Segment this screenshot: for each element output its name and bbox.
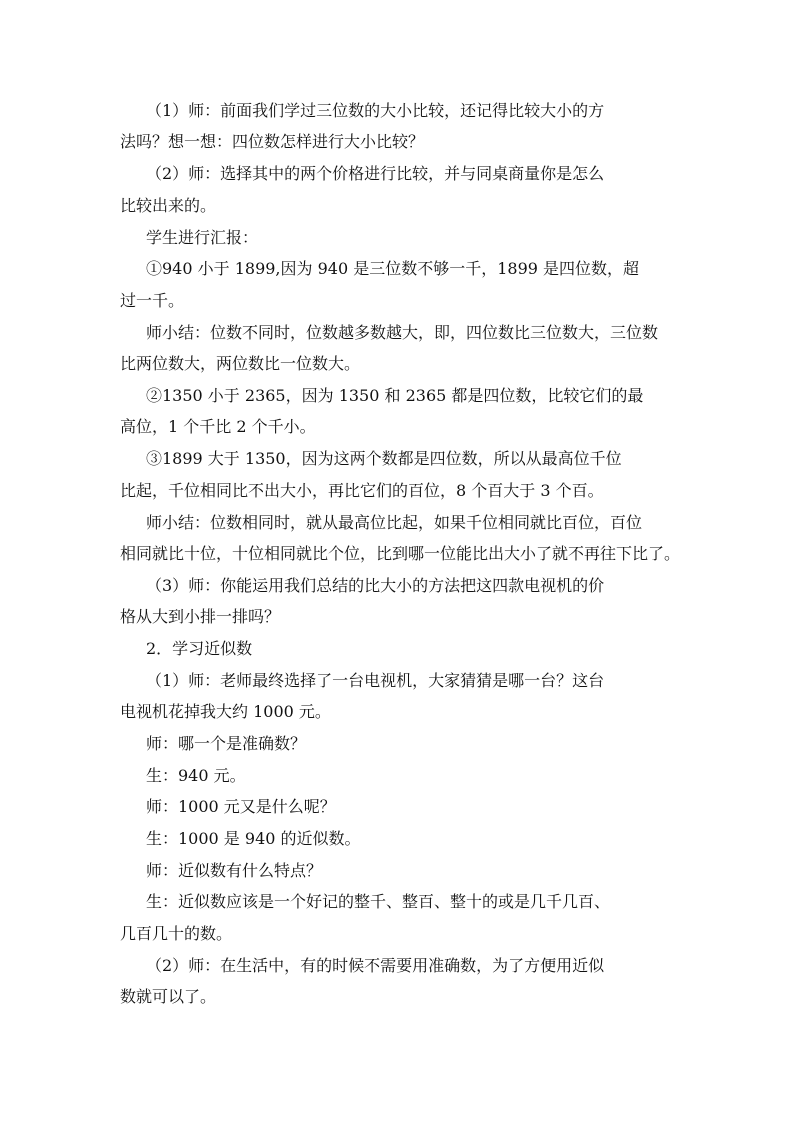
paragraph-line: 过一千。 (120, 291, 185, 310)
section-heading: 2．学习近似数 (146, 639, 253, 658)
paragraph-line: 师小结：位数相同时，就从最高位比起，如果千位相同就比百位，百位 (146, 513, 643, 532)
paragraph-line: 师：哪一个是准确数？ (146, 734, 307, 753)
paragraph-line: 学生进行汇报： (146, 228, 259, 247)
paragraph-line: ③1899 大于 1350，因为这两个数都是四位数，所以从最高位千位 (146, 449, 622, 468)
paragraph-line: 师：近似数有什么特点？ (146, 861, 323, 880)
paragraph-line: 师小结：位数不同时，位数越多数越大，即，四位数比三位数大，三位数 (146, 323, 659, 342)
paragraph-line: 生：940 元。 (146, 766, 246, 785)
paragraph-line: （1）师：老师最终选择了一台电视机，大家猜猜是哪一台？这台 (146, 671, 605, 690)
paragraph-line: 师：1000 元又是什么呢？ (146, 797, 336, 816)
paragraph-line: 几百几十的数。 (120, 924, 233, 943)
paragraph-line: （3）师：你能运用我们总结的比大小的方法把这四款电视机的价 (146, 576, 605, 595)
paragraph-line: 比较出来的。 (120, 196, 217, 215)
paragraph-line: 比两位数大，两位数比一位数大。 (120, 354, 361, 373)
paragraph-line: 数就可以了。 (120, 987, 217, 1006)
paragraph-line: 高位，1 个千比 2 个千小。 (120, 417, 316, 436)
paragraph-line: 相同就比十位，十位相同就比个位，比到哪一位能比出大小了就不再往下比了。 (120, 544, 681, 563)
paragraph-line: 电视机花掉我大约 1000 元。 (120, 702, 331, 721)
paragraph-line: （1）师：前面我们学过三位数的大小比较，还记得比较大小的方 (146, 101, 605, 120)
paragraph-line: ①940 小于 1899,因为 940 是三位数不够一千，1899 是四位数，超 (146, 259, 640, 278)
paragraph-line: 生：1000 是 940 的近似数。 (146, 829, 361, 848)
paragraph-line: 格从大到小排一排吗？ (120, 607, 281, 626)
paragraph-line: 生：近似数应该是一个好记的整千、整百、整十的或是几千几百、 (146, 892, 611, 911)
paragraph-line: 比起，千位相同比不出大小，再比它们的百位，8 个百大于 3 个百。 (120, 481, 604, 500)
paragraph-line: （2）师：选择其中的两个价格进行比较，并与同桌商量你是怎么 (146, 164, 605, 183)
paragraph-line: 法吗？想一想：四位数怎样进行大小比较？ (120, 132, 425, 151)
paragraph-line: （2）师：在生活中，有的时候不需要用准确数，为了方便用近似 (146, 956, 605, 975)
paragraph-line: ②1350 小于 2365，因为 1350 和 2365 都是四位数，比较它们的最 (146, 386, 644, 405)
